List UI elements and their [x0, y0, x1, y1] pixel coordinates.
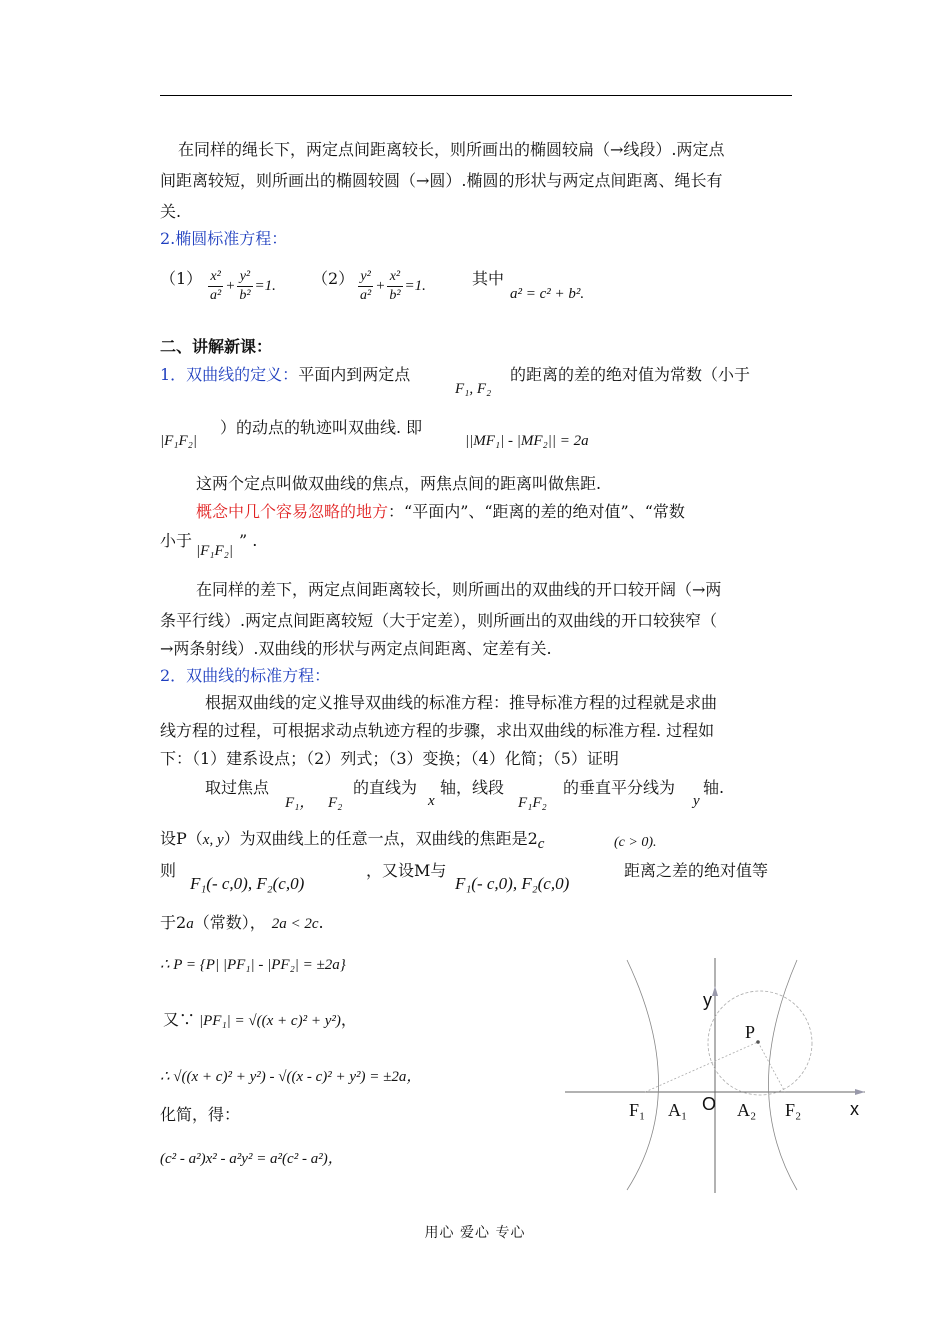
- ellipse-para-line1: 在同样的绳长下，两定点间距离较长，则所画出的椭圆较扁（→线段）.两定点: [178, 140, 725, 159]
- final-equation: (c² - a²)x² - a²y² = a²(c² - a²)，: [160, 1151, 343, 1167]
- segment-f1-p: [645, 1042, 758, 1092]
- point-line-cond: (c > 0).: [614, 835, 657, 850]
- ellipse-eq-label-1: （1）: [160, 269, 203, 288]
- a2-label: A₂: [737, 1100, 757, 1120]
- ellipse-eq-label-2: （2）: [312, 269, 355, 288]
- setup-f2: F₂: [328, 795, 343, 811]
- std-eq-line2: 线方程的过程，可根据求动点轨迹方程的步骤，求出双曲线的标准方程. 过程如: [160, 721, 715, 740]
- origin-label: O: [702, 1094, 717, 1114]
- definition-equation: ||MF₁| - |MF₂|| = 2a: [465, 433, 589, 449]
- right-branch: [769, 960, 798, 1190]
- foci-text: 这两个定点叫做双曲线的焦点，两焦点间的距离叫做焦距.: [196, 474, 602, 493]
- point-line: 设P（x, y）为双曲线上的任意一点，双曲线的焦距是2c: [160, 829, 545, 852]
- f1-label: F₁: [629, 1100, 646, 1120]
- setup-y: y: [693, 793, 700, 809]
- constant-line: 于2a（常数）， 2a < 2c.: [160, 913, 324, 932]
- set-equation: ∴ P = {P| |PF₁| - |PF₂| = ±2a}: [160, 957, 346, 973]
- setup-x: x: [428, 793, 435, 809]
- then-coords-2: F₁(- c,0), F₂(c,0): [455, 874, 570, 893]
- header-rule: [160, 95, 792, 96]
- setup-text-5: 轴.: [703, 778, 725, 797]
- x-axis-label: x: [850, 1099, 859, 1119]
- setup-text-4: 的垂直平分线为: [563, 778, 676, 797]
- left-branch: [627, 960, 659, 1190]
- ellipse-para-line3: 关.: [160, 202, 182, 221]
- setup-text-3: 轴，线段: [440, 778, 505, 797]
- a1-label: A₁: [668, 1100, 688, 1120]
- para2-line2: 条平行线）.两定点间距离较短（大于定差），则所画出的双曲线的开口较狭窄（: [160, 611, 718, 630]
- std-eq-line3: 下：（1）建系设点；（2）列式；（3）变换；（4）化简；（5）证明: [160, 749, 619, 768]
- setup-f1f2: F₁F₂: [518, 795, 547, 811]
- definition-abs: |F₁F₂|: [160, 433, 198, 449]
- setup-f1: F₁，: [285, 795, 315, 811]
- p-label: P: [745, 1022, 756, 1042]
- pf1-line: 又∵ |PF₁| = √((x + c)² + y²)，: [163, 1010, 357, 1029]
- dashed-circle: [708, 991, 812, 1095]
- y-axis-arrow: [712, 986, 718, 996]
- ellipse-relation: a² = c² + b².: [510, 286, 585, 302]
- setup-text-2: 的直线为: [353, 778, 418, 797]
- footer: 用心 爱心 专心: [424, 1225, 526, 1241]
- para2-line1: 在同样的差下，两定点间距离较长，则所画出的双曲线的开口较开阔（→两: [196, 580, 722, 599]
- y-axis-label: y: [703, 990, 712, 1010]
- then-text: 则: [160, 861, 177, 880]
- section-heading: 二、讲解新课：: [160, 337, 273, 356]
- ellipse-where: 其中: [472, 269, 505, 288]
- then-text-2: ，又设M与: [366, 861, 447, 880]
- difference-equation: ∴ √((x + c)² + y²) - √((x - c)² + y²) = ±2a，: [160, 1069, 422, 1085]
- std-eq-line1: 根据双曲线的定义推导双曲线的标准方程：推导标准方程的过程就是求曲: [205, 693, 718, 712]
- segment-p-f2: [758, 1042, 785, 1092]
- then-text-3: 距离之差的绝对值等: [624, 861, 769, 880]
- ellipse-eq-1: $\frac{\text{x²}}{\text{a²}}$ + $\frac{\text{y²}}{\text{b²}}$ =1.: [210, 269, 276, 303]
- ellipse-eq-2: $\frac{\text{y²}}{\text{a²}}$ + $\frac{\text{x²}}{\text{b²}}$ =1.: [360, 269, 426, 303]
- para2-line3: →两条射线）.双曲线的形状与两定点间距离、定差有关.: [160, 639, 552, 658]
- setup-text-1: 取过焦点: [205, 778, 270, 797]
- definition-line-cont: 的距离的差的绝对值为常数（小于: [510, 365, 751, 384]
- point-p: [756, 1040, 760, 1044]
- ellipse-para-line2: 间距离较短，则所画出的椭圆较圆（→圆）.椭圆的形状与两定点间距离、绳长有: [160, 171, 723, 190]
- then-coords: F₁(- c,0), F₂(c,0): [190, 874, 305, 893]
- warning-line: 概念中几个容易忽略的地方：“平面内”、“距离的差的绝对值”、“常数: [196, 502, 685, 521]
- definition-points: F₁, F₂: [455, 381, 492, 397]
- simplify-text: 化简，得：: [160, 1105, 241, 1124]
- hyperbola-figure: [565, 958, 865, 1193]
- warning-line-2: 小于|F₁F₂|” .: [160, 531, 258, 559]
- definition-line-2: ）的动点的轨迹叫双曲线. 即: [220, 418, 423, 437]
- ellipse-std-heading: 2.椭圆标准方程：: [160, 229, 288, 248]
- f2-label: F₂: [785, 1100, 802, 1120]
- definition-line: 1．双曲线的定义：平面内到两定点: [160, 365, 411, 384]
- std-eq-heading: 2．双曲线的标准方程：: [160, 666, 331, 685]
- x-axis-arrow: [855, 1089, 865, 1095]
